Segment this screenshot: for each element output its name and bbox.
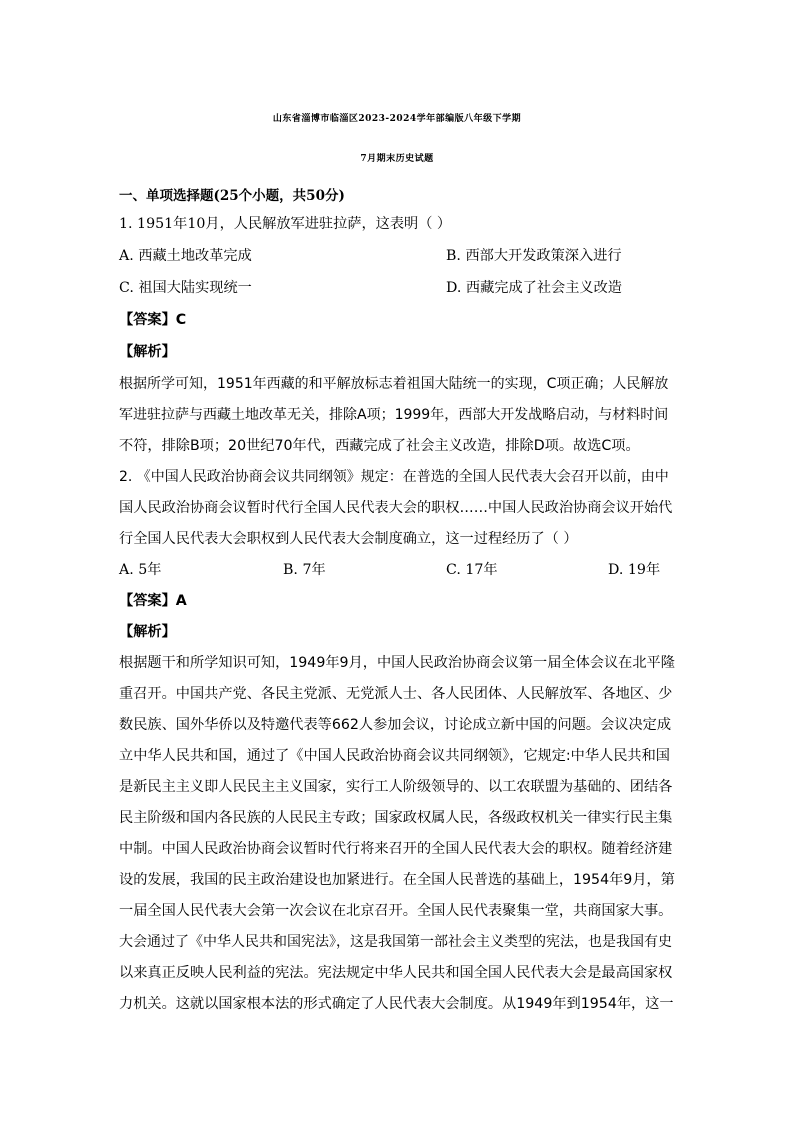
page-subtitle: 7月期末历史试题 xyxy=(360,154,434,164)
question-2-option-d: D. 19年 xyxy=(608,562,661,578)
question-2-analysis-line: 数民族、国外华侨以及特邀代表等662人参加会议，讨论成立新中国的问题。会议决定成 xyxy=(119,717,672,733)
page-title: 山东省淄博市临淄区2023-2024学年部编版八年级下学期 xyxy=(272,114,522,124)
section-heading: 一、单项选择题(25个小题，共50分) xyxy=(119,188,345,204)
question-1-option-a: A. 西藏土地改革完成 xyxy=(119,248,252,264)
question-2-analysis-line: 立中华人民共和国，通过了《中国人民政治协商会议共同纲领》，它规定:中华人民共和国 xyxy=(119,748,670,764)
question-2-option-a: A. 5年 xyxy=(119,562,162,578)
question-1-analysis-label: 【解析】 xyxy=(119,344,176,360)
question-2-analysis-label: 【解析】 xyxy=(119,624,176,640)
question-1-analysis-line: 根据所学可知，1951年西藏的和平解放标志着祖国大陆统一的实现，C项正确；人民解放 xyxy=(119,376,669,392)
question-1-analysis-line: 军进驻拉萨与西藏土地改革无关，排除A项；1999年，西部大开发战略启动，与材料时间 xyxy=(119,407,669,423)
question-1-option-d: D. 西藏完成了社会主义改造 xyxy=(446,280,622,296)
question-2-analysis-line: 重召开。中国共产党、各民主党派、无党派人士、各人民团体、人民解放军、各地区、少 xyxy=(119,686,673,702)
question-2-analysis-line: 设的发展，我国的民主政治建设也加紧进行。在全国人民普选的基础上，1954年9月，第 xyxy=(119,872,675,888)
question-2-stem-line: 国人民政治协商会议暂时代行全国人民代表大会的职权……中国人民政治协商会议开始代 xyxy=(119,500,673,516)
question-1-stem: 1. 1951年10月，人民解放军进驻拉萨，这表明（ ） xyxy=(119,216,452,232)
question-2-analysis-line: 民主阶级和国内各民族的人民民主专政；国家政权属人民，各级政权机关一律实行民主集 xyxy=(119,810,673,826)
question-2-option-b: B. 7年 xyxy=(283,562,326,578)
question-2-analysis-line: 是新民主主义即人民民主主义国家，实行工人阶级领导的、以工农联盟为基础的、团结各 xyxy=(119,779,673,795)
question-1-analysis-line: 不符，排除B项；20世纪70年代，西藏完成了社会主义改造，排除D项。故选C项。 xyxy=(119,438,640,454)
question-1-option-b: B. 西部大开发政策深入进行 xyxy=(446,248,622,264)
question-2-analysis-line: 力机关。这就以国家根本法的形式确定了人民代表大会制度。从1949年到1954年，这一 xyxy=(119,996,674,1012)
question-1-option-c: C. 祖国大陆实现统一 xyxy=(119,280,252,296)
question-2-analysis-line: 中制。中国人民政治协商会议暂时代行将来召开的全国人民代表大会的职权。随着经济建 xyxy=(119,841,673,857)
question-2-analysis-line: 大会通过了《中华人民共和国宪法》，这是我国第一部社会主义类型的宪法，也是我国有史 xyxy=(119,934,672,950)
question-2-answer: 【答案】A xyxy=(119,593,187,609)
question-2-analysis-line: 根据题干和所学知识可知，1949年9月，中国人民政治协商会议第一届全体会议在北平隆 xyxy=(119,655,675,671)
question-2-analysis-line: 一届全国人民代表大会第一次会议在北京召开。全国人民代表聚集一堂，共商国家大事。 xyxy=(119,903,673,919)
question-1-answer: 【答案】C xyxy=(119,312,187,328)
question-2-analysis-line: 以来真正反映人民利益的宪法。宪法规定中华人民共和国全国人民代表大会是最高国家权 xyxy=(119,965,673,981)
question-2-stem-line: 行全国人民代表大会职权到人民代表大会制度确立，这一过程经历了（ ） xyxy=(119,531,578,547)
question-2-stem-line: 2. 《中国人民政治协商会议共同纲领》规定：在普选的全国人民代表大会召开以前，由中 xyxy=(119,469,669,485)
question-2-option-c: C. 17年 xyxy=(446,562,498,578)
